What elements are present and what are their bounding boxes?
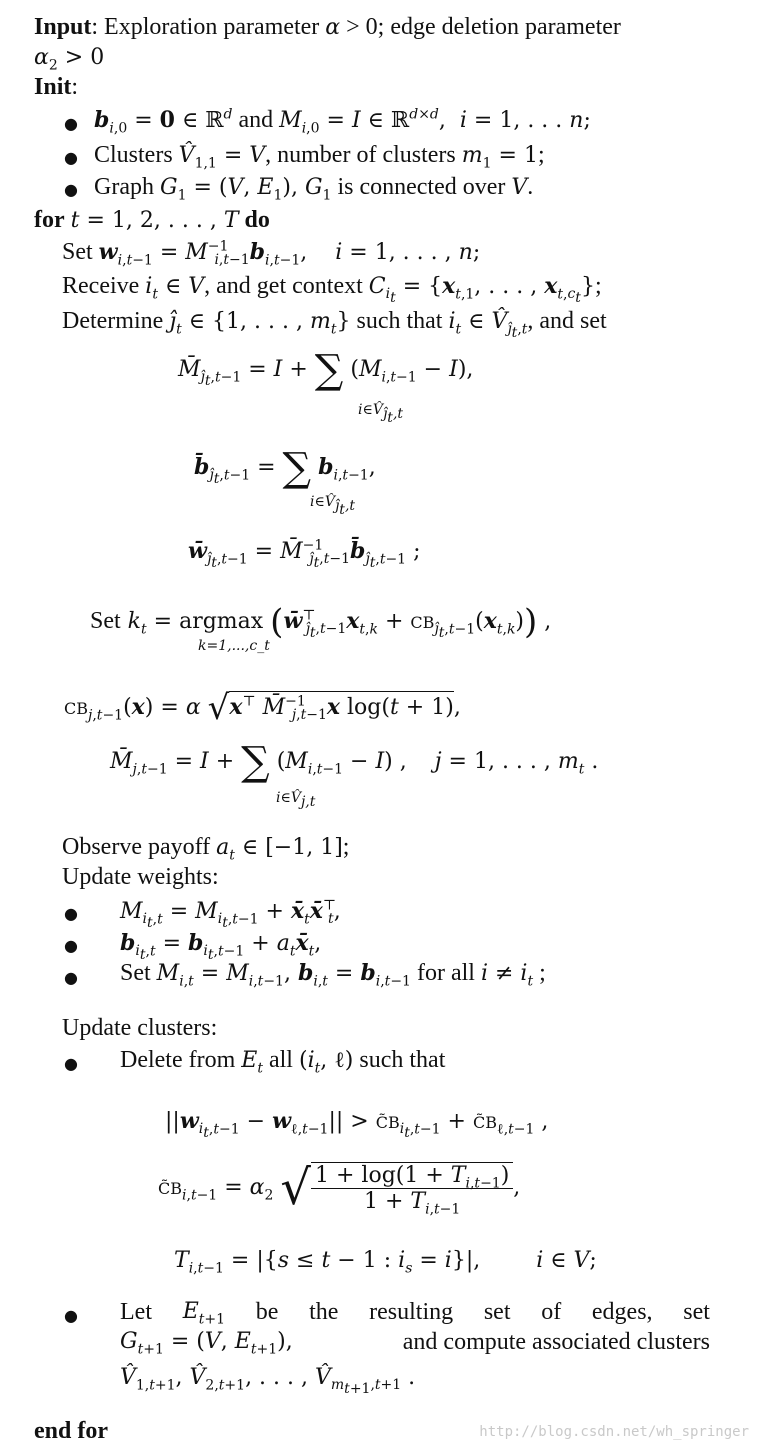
bullet-dot: ●: [64, 968, 78, 987]
sum-index: $i\in V̂_{ĵ_t,t}$: [358, 402, 404, 426]
eq-m-bar-j: $M̄_{j,t-1} = I$ + ∑ $(M_{i,t-1} - I)$ , j = 1, . . . , $m_t$ .: [110, 739, 599, 785]
input-line: [34, 12, 621, 43]
let-line-2: $G_{t+1} = (V$, $E_{t+1}$), and compute associated clusters: [120, 1329, 710, 1358]
eq-w-bar: $w̄_{ĵ_t,t-1}$ = $M̄^{-1}_{ĵ_t,t-1}b̄_{ĵ_t,t-1}$ ;: [188, 537, 421, 572]
init-bullet-1: $b_{i,0} = 0$ ∈ ℝ$^d$ and $M_{i,0} = I$ ∈ ℝ$^{d\times d}$, i = 1, . . . n;: [94, 106, 591, 137]
weight-bullet-2: $b_{i_t,t} = b_{i_t,t-1}$ + $a_tx̄_t$,: [120, 930, 322, 964]
end-for: end for: [34, 1418, 108, 1444]
init-bullet-3: Graph $G_1 = (V$, $E_1$), $G_1$ is connected over V.: [94, 174, 534, 204]
bullet-dot: ●: [64, 1054, 78, 1073]
bullet-dot: ●: [64, 936, 78, 955]
sum-index: $i\in V̂_{ĵ_t,t}$: [310, 494, 356, 518]
eq-t: $T_{i,t-1} = |\{s \le t - 1$ : $i_s = i\}|$, i ∈ V;: [174, 1248, 597, 1277]
eq-set-k: Set $k_t = argmax$ $(w̄^⊤_{ĵ_t,t-1}x_{t,k} + CB_{ĵ_t,t-1}(x_{t,k}))$ ,: [90, 602, 552, 642]
for-keyword: for: [34, 207, 65, 233]
bullet-dot: ●: [64, 114, 78, 133]
bullet-dot: ●: [64, 1306, 78, 1325]
init-label: Init: [34, 74, 72, 100]
let-line-3: $V̂_{1,t+1}$, $V̂_{2,t+1}$, . . . , $V̂_{m_{t+1},t+1}$ .: [120, 1365, 416, 1398]
do-keyword: do: [244, 207, 270, 233]
bullet-dot: ●: [64, 148, 78, 167]
set-w-line: Set $w_{i,t-1} = M^{-1}_{i,t-1}b_{i,t-1}$, i = 1, . . . , n;: [62, 238, 481, 269]
update-clusters: Update clusters:: [62, 1015, 218, 1041]
bullet-dot: ●: [64, 180, 78, 199]
sum-index: $i\in V̂_{j,t}$: [276, 790, 316, 810]
input-label: Input: [34, 14, 92, 40]
eq-m-bar: $M̄_{ĵ_t,t-1} = I$ + ∑ $(M_{i,t-1} - I)$,: [178, 347, 474, 393]
init-line: Init:: [34, 74, 79, 100]
observe-line: Observe payoff $a_t$ ∈ [−1, 1];: [62, 834, 350, 864]
weight-bullet-3: Set $M_{i,t} = M_{i,t-1}$, $b_{i,t} = b_{i,t-1}$ for all $i \ne i_t$ ;: [120, 960, 546, 990]
let-line-1: Let $E_{t+1}$ be the resulting set of edges, set: [120, 1299, 710, 1328]
update-weights: Update weights:: [62, 864, 219, 890]
watermark: http://blog.csdn.net/wh_springer: [479, 1424, 749, 1440]
init-bullet-2: Clusters $V̂_{1,1} = V$, number of clusters $m_1 = 1$;: [94, 142, 545, 172]
delete-line: Delete from $E_t$ all ($i_t$, ℓ) such that: [120, 1047, 446, 1077]
eq-cb-tilde: $C̃B_{i,t-1} = \alpha_2$ √ $\frac{1 + \log(1 + T_{i,t-1})}{1 + T_{i,t-1}}$ ,: [158, 1160, 521, 1218]
for-line: for t = 1, 2, . . . , T do: [34, 207, 270, 233]
eq-b-bar: $b̄_{ĵ_t,t-1}$ = ∑ $b_{i,t-1}$,: [194, 445, 376, 491]
eq-norm: $||w_{i_t,t-1} - w_{\ell,t-1}||$ > $C̃B_{i_t,t-1}$ + $C̃B_{\ell,t-1}$ ,: [165, 1108, 549, 1142]
argmax-range: k=1,...,c_t: [198, 638, 270, 654]
input-line-2: $\alpha_2 > 0$: [34, 45, 105, 74]
weight-bullet-1: $M_{i_t,t} = M_{i_t,t-1}$ + $x̄_tx̄^⊤_t$,: [120, 897, 341, 932]
determine-line: Determine $ĵ_t$ ∈ {1, . . . , $m_t$} such that $i_t$ ∈ $V̂_{ĵ_t,t}$, and set: [62, 308, 607, 342]
eq-cb: $CB_{j,t-1}(x) = \alpha$ √x⊤ M̄$^{-1}_{j,t-1}$x log(t + 1),: [64, 688, 461, 728]
bullet-dot: ●: [64, 904, 78, 923]
input-text: : Exploration parameter α > 0; edge deletion parameter: [91, 14, 621, 40]
receive-line: Receive $i_t$ ∈ V, and get context $C_{i_t} = \{x_{t,1}$, . . . , $x_{t,c_t}$};: [62, 273, 602, 307]
